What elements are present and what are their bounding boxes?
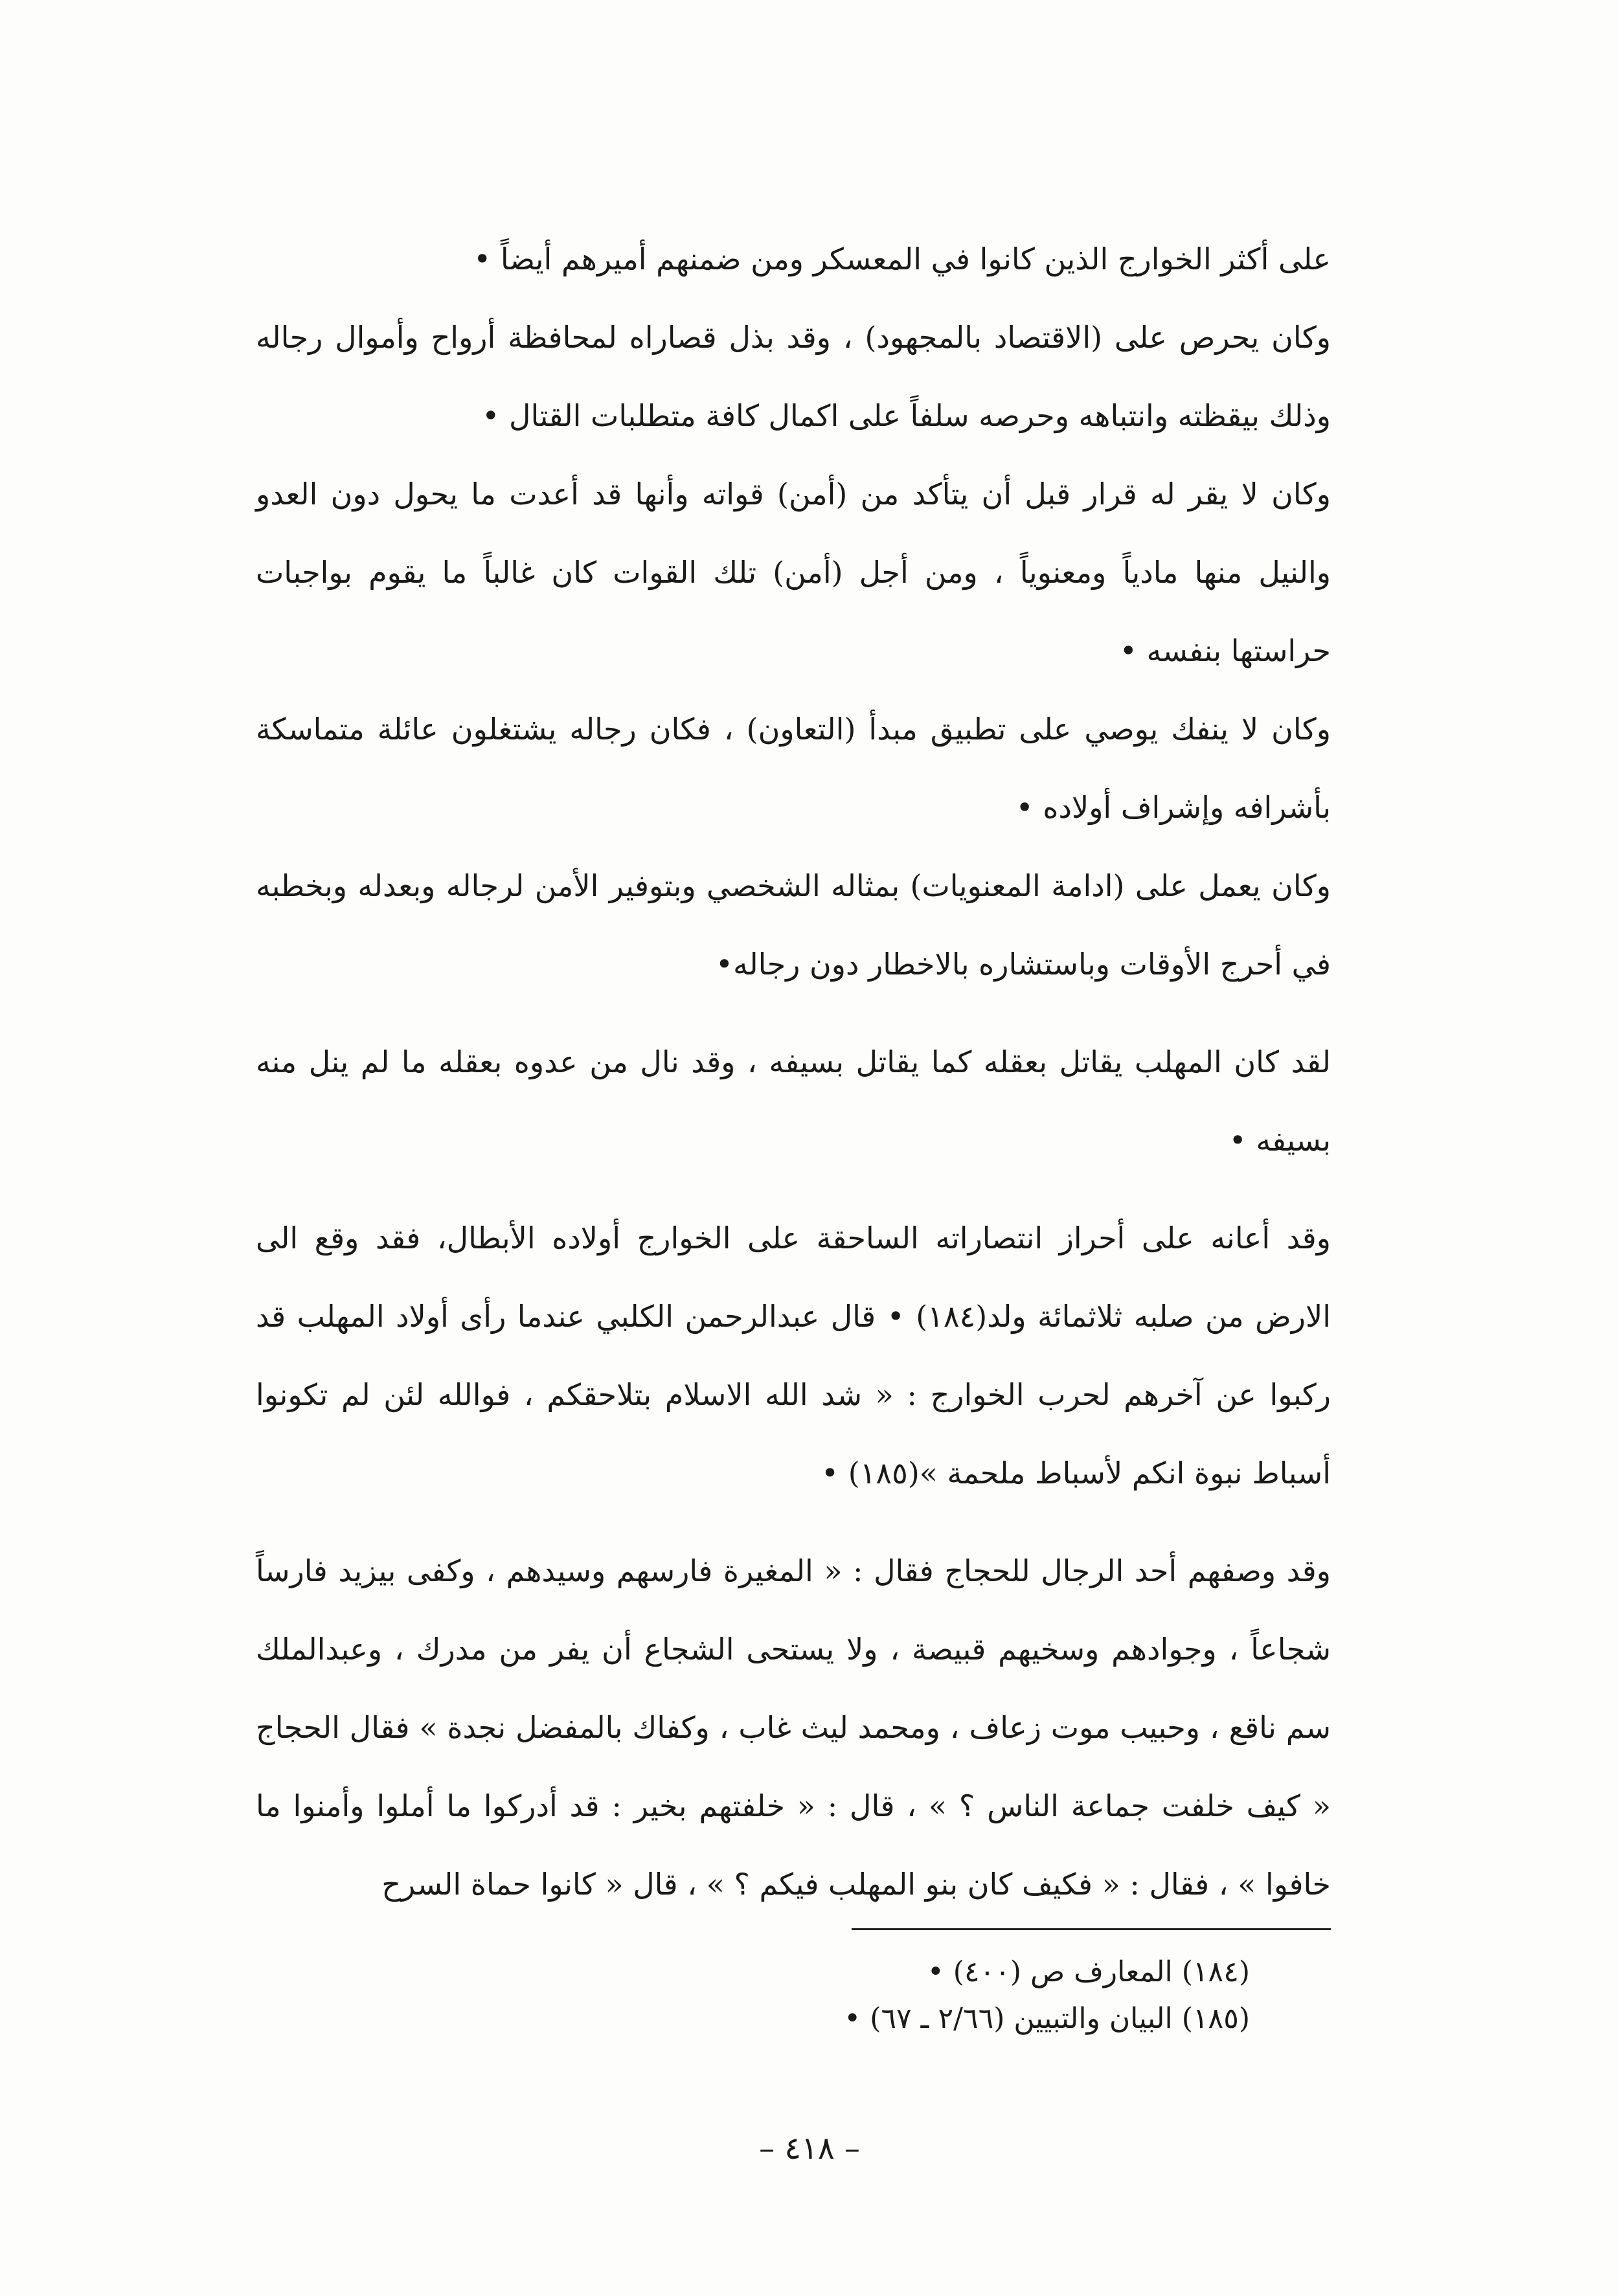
paragraph-8: وقد وصفهم أحد الرجال للحجاج فقال : « المغيرة فارسهم وسيدهم ، وكفى بيزيد فارساً شجاعاً ، وجوادهم وسخيهم قبيصة ، ولا يستحى الشجاع أن يفر من مدرك ، وعبدالملك سم ناقع ، وحبيب موت زعاف ، ومحمد ليث غاب ، وكفاك بالمفضل نجدة » فقال الحجاج « كيف خلفت جماعة الناس ؟ » ، قال : « خلفتهم بخير : قد أدركوا ما أملوا وأمنوا ما خافوا » ، فقال : « فكيف كان بنو المهلب فيكم ؟ » ، قال « كانوا حماة السرح <box>256 1553 1331 1902</box>
paragraph-6: لقد كان المهلب يقاتل بعقله كما يقاتل بسيفه ، وقد نال من عدوه بعقله ما لم ينل منه بسيفه • <box>256 1044 1331 1158</box>
footnotes <box>583 1949 1250 2042</box>
footnote-184: (١٨٤) المعارف ص (٤٠٠) • <box>927 1955 1250 1988</box>
paragraph-7: وقد أعانه على أحراز انتصاراته الساحقة على الخوارج أولاده الأبطال، فقد وقع الى الارض من صلبه ثلاثمائة ولد(١٨٤) • قال عبدالرحمن الكلبي عندما رأى أولاد المهلب قد ركبوا عن آخرهم لحرب الخوارج : « شد الله الاسلام بتلاحقكم ، فوالله لئن لم تكونوا أسباط نبوة انكم لأسباط ملحمة »(١٨٥) • <box>256 1221 1331 1491</box>
page-number: – ٤١٨ – <box>759 2130 860 2167</box>
body-text <box>256 220 1331 1924</box>
paragraph-5: وكان يعمل على (ادامة المعنويات) بمثاله الشخصي وبتوفير الأمن لرجاله وبعدله وبخطبه في أحرج الأوقات وباستشاره بالاخطار دون رجاله• <box>256 868 1331 982</box>
footnote-divider <box>852 1928 1331 1930</box>
footnote-185: (١٨٥) البيان والتبيين (٢/٦٦ ـ ٦٧) • <box>844 2002 1250 2035</box>
paragraph-2: وكان يحرص على (الاقتصاد بالمجهود) ، وقد بذل قصاراه لمحافظة أرواح وأموال رجاله وذلك بيقظته وانتباهه وحرصه سلفاً على اكمال كافة متطلبات القتال • <box>256 320 1331 433</box>
paragraph-1: علی أكثر الخوارج الذين كانوا في المعسكر ومن ضمنهم أميرهم أيضاً • <box>473 242 1331 276</box>
paragraph-3: وكان لا يقر له قرار قبل أن يتأكد من (أمن) قواته وأنها قد أعدت ما يحول دون العدو والنيل منها مادياً ومعنوياً ، ومن أجل (أمن) تلك القوات كان غالباً ما يقوم بواجبات حراستها بنفسه • <box>256 477 1331 668</box>
paragraph-4: وكان لا ينفك يوصي على تطبيق مبدأ (التعاون) ، فكان رجاله يشتغلون عائلة متماسكة بأشرافه وإشراف أولاده • <box>256 712 1331 825</box>
